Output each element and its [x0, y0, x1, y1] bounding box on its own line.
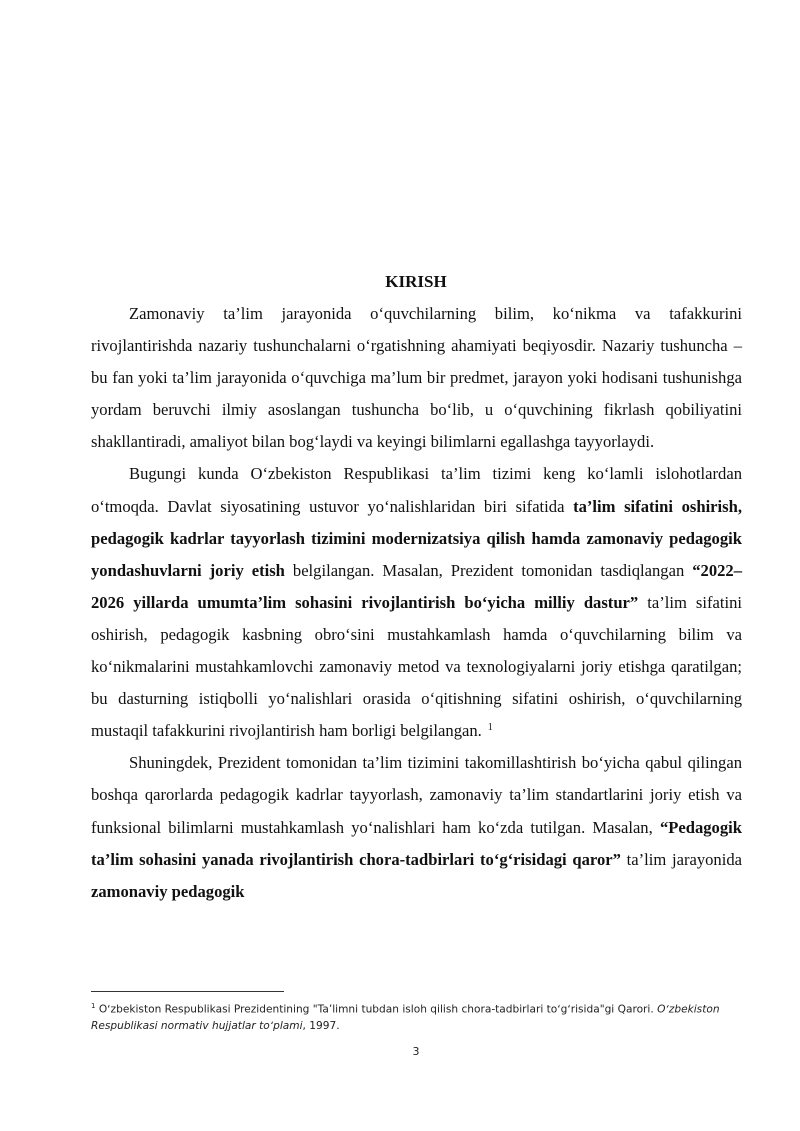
footnote-text: Oʻzbekiston Respublikasi Prezidentining "Ta’limni tubdan isloh qilish chora-tadbirlari toʻgʻrisida"gi Qarori.: [95, 1003, 658, 1016]
section-heading: KIRISH: [385, 272, 447, 291]
footnote-divider: [91, 991, 284, 992]
text-run: Bugungi kunda Oʻzbekiston Respublikasi ta’lim tizimi keng koʻlamli islohotlardan oʻtmoqda. Davlat siyosatining ustuvor yoʻnalishlaridan biri sifatida: [91, 464, 742, 516]
text-run: Shuningdek, Prezident tomonidan ta’lim tizimini takomillashtirish boʻyicha qabul qilingan boshqa qarorlarda pedagogik kadrlar tayyorlash, zamonaviy ta’lim standartlarini joriy etish va funksional bilimlarni mustahkamlash yoʻnalishlari ham koʻzda tutilgan. Masalan,: [91, 753, 742, 837]
bold-text: zamonaviy pedagogik: [91, 881, 245, 901]
text-run: ta’lim jarayonida: [620, 849, 742, 869]
paragraph: [91, 747, 742, 907]
bold-text: “Pedagogik ta’lim sohasini yanada rivojlantirish chora-tadbirlari toʻgʻrisidagi qaror”: [91, 817, 742, 869]
text-run: Zamonaviy ta’lim jarayonida oʻquvchilarning bilim, koʻnikma va tafakkurini rivojlantirishda nazariy tushunchalarni oʻrgatishning ahamiyati beqiyosdir. Nazariy tushuncha – bu fan yoki ta’lim jarayonida oʻquvchiga ma’lum bir predmet, jarayon yoki hodisani tushunishga yordam beruvchi ilmiy asoslangan tushuncha boʻlib, u oʻquvchining fikrlash qobiliyatini shakllantiradi, amaliyot bilan bogʻlaydi va keyingi bilimlarni egallashga tayyorlaydi.: [91, 304, 742, 452]
text-run: belgilangan. Masalan, Prezident tomonidan tasdiqlangan: [284, 560, 693, 580]
footnote-source: Oʻzbekiston Respublikasi normativ hujjatlar toʻplami: [91, 1003, 720, 1032]
footnote-year: , 1997.: [302, 1019, 340, 1032]
paragraph: [91, 458, 742, 747]
page-number: 3: [412, 1045, 420, 1058]
footnote-reference: 1: [487, 721, 493, 733]
text-run: ta’lim sifatini oshirish, pedagogik kasbning obroʻsini mustahkamlash hamda oʻquvchilarning bilim va koʻnikmalarini mustahkamlovchi zamonaviy metod va texnologiyalarni joriy etishga qaratilgan; bu dasturning istiqbolli yoʻnalishlari orasida oʻqitishning sifatini oshirish, oʻquvchilarning mustaqil tafakkurini rivojlantirish ham borligi belgilangan.: [91, 592, 743, 741]
footnote: [91, 998, 746, 1034]
footnote-number: 1: [91, 1002, 96, 1010]
body-text: [91, 298, 742, 908]
bold-text: ta’lim sifatini oshirish, pedagogik kadrlar tayyorlash tizimini modernizatsiya qilish hamda zamonaviy pedagogik yondashuvlarni joriy etish: [91, 496, 742, 580]
bold-text: “2022–2026 yillarda umumta’lim sohasini rivojlantirish boʻyicha milliy dastur”: [91, 560, 742, 612]
paragraph: [91, 298, 742, 458]
